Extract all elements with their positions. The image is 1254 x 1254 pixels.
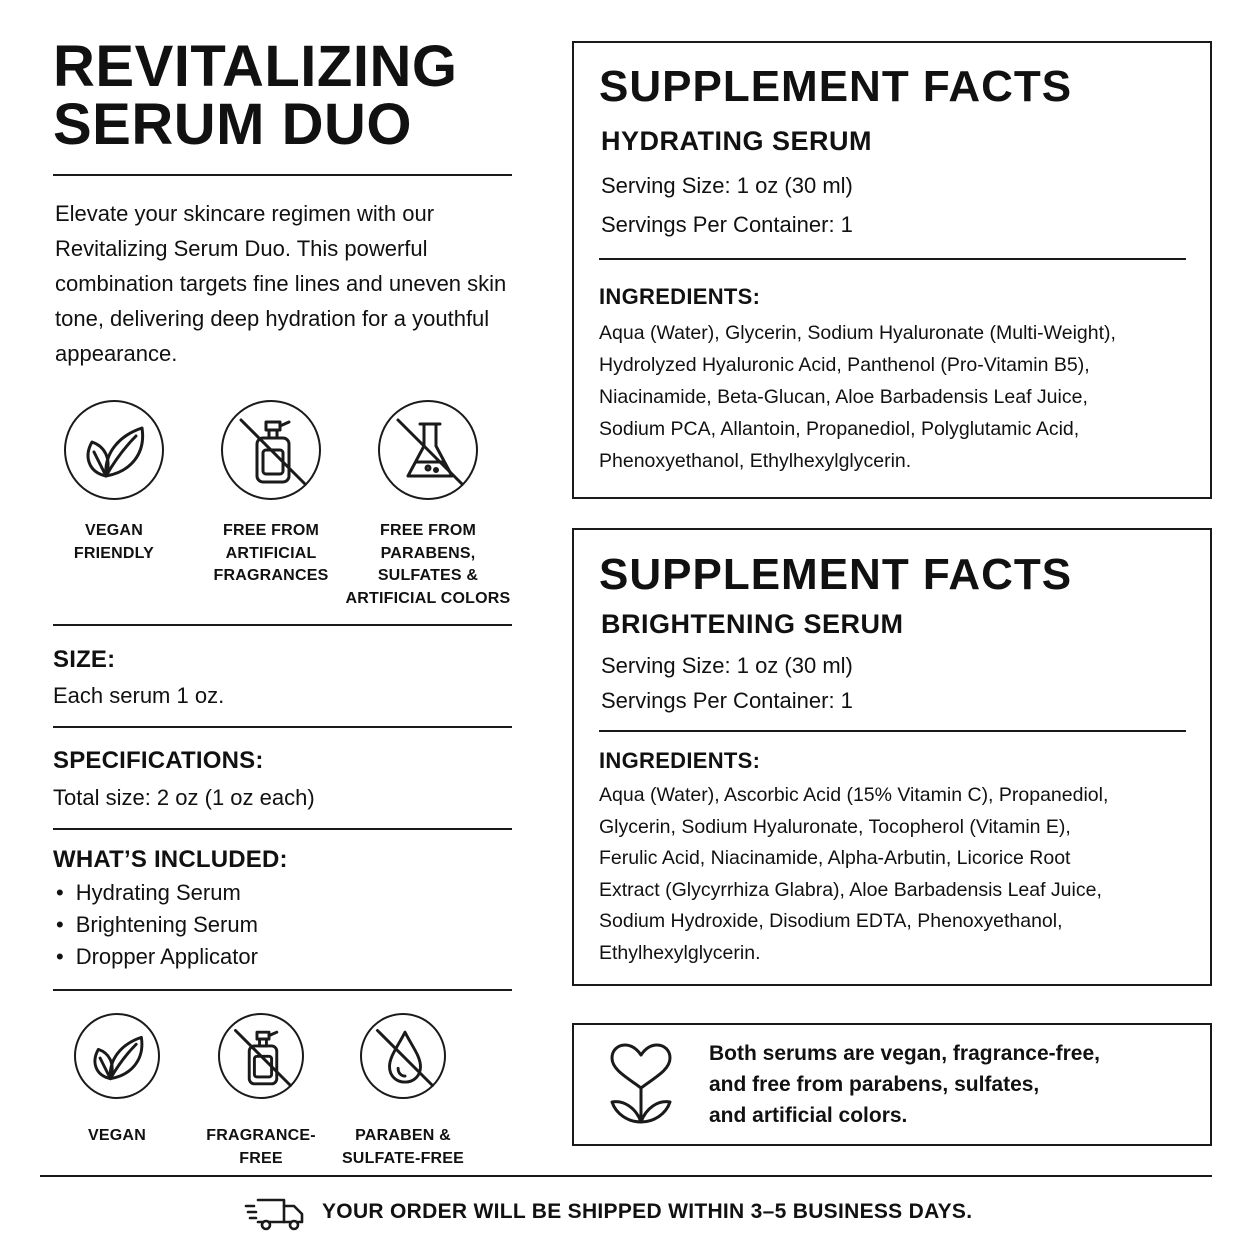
ingredients-heading: INGREDIENTS: — [599, 748, 761, 773]
badge-label: PARABEN & SULFATE-FREE — [341, 1127, 465, 1167]
ingredient-line: Aqua (Water), Glycerin, Sodium Hyaluronate (Multi-Weight), — [599, 322, 1116, 344]
divider — [53, 828, 512, 830]
no-fragrance-icon — [221, 400, 321, 500]
included-heading: WHAT’S INCLUDED: — [53, 846, 288, 873]
included-list — [56, 877, 258, 973]
ingredient-line: Ethylhexylglycerin. — [599, 941, 761, 964]
ingredient-line: Hydrolyzed Hyaluronic Acid, Panthenol (Pro-Vitamin B5), — [599, 354, 1090, 376]
servings-per-container: Servings Per Container: 1 — [601, 688, 853, 713]
serving-size: Serving Size: 1 oz (30 ml) — [601, 653, 853, 678]
note-line: and free from parabens, sulfates, — [709, 1073, 1040, 1096]
no-fragrance-icon — [218, 1013, 304, 1099]
divider — [53, 624, 512, 626]
divider — [599, 730, 1186, 732]
badge-no-parabens — [343, 400, 513, 610]
list-item: • Dropper Applicator — [56, 941, 258, 973]
divider — [599, 258, 1186, 260]
title-line-2: SERUM DUO — [53, 92, 412, 157]
size-text: Each serum 1 oz. — [53, 683, 225, 708]
ingredients-list — [599, 780, 1108, 969]
facts-product-name: HYDRATING SERUM — [601, 126, 873, 156]
leaf-icon — [74, 1013, 160, 1099]
ingredient-line: Phenoxyethanol, Ethylhexylglycerin. — [599, 450, 912, 472]
heart-plant-icon — [606, 1042, 676, 1126]
ingredient-line: Glycerin, Sodium Hyaluronate, Tocopherol (Vitamin E), — [599, 815, 1071, 838]
badge-vegan-friendly — [29, 400, 199, 565]
serving-size: Serving Size: 1 oz (30 ml) — [601, 173, 853, 198]
product-description: Elevate your skincare regimen with our Revitalizing Serum Duo. This powerful combination targets fine lines and uneven skin tone, delivering deep hydration for a youthful appearance. — [55, 201, 507, 366]
badge-label: FRAGRANCE- FREE — [206, 1127, 316, 1167]
facts-title: SUPPLEMENT FACTS — [599, 62, 1073, 111]
ingredient-line: Sodium Hydroxide, Disodium EDTA, Phenoxyethanol, — [599, 910, 1063, 932]
note-text — [709, 1038, 1179, 1131]
title-line-1: REVITALIZING — [53, 34, 458, 99]
footer-divider — [40, 1175, 1212, 1177]
ingredient-line: Niacinamide, Beta-Glucan, Aloe Barbadensis Leaf Juice, — [599, 386, 1088, 408]
facts-title: SUPPLEMENT FACTS — [599, 550, 1073, 599]
ingredient-line: Extract (Glycyrrhiza Glabra), Aloe Barbadensis Leaf Juice, — [599, 878, 1102, 901]
no-chemical-flask-icon — [378, 400, 478, 500]
badge-paraben-sulfate-free — [318, 1013, 488, 1170]
list-item: • Hydrating Serum — [56, 877, 258, 909]
ingredient-line: Aqua (Water), Ascorbic Acid (15% Vitamin C), Propanediol, — [599, 784, 1109, 806]
list-item: • Brightening Serum — [56, 909, 258, 941]
leaf-icon — [64, 400, 164, 500]
size-heading: SIZE: — [53, 646, 116, 673]
servings-per-container: Servings Per Container: 1 — [601, 212, 853, 237]
note-line: and artificial colors. — [709, 1104, 908, 1127]
ingredients-list — [599, 317, 1116, 477]
divider — [53, 174, 512, 176]
ingredient-line: Sodium PCA, Allantoin, Propanediol, Polyglutamic Acid, — [599, 418, 1080, 440]
badge-label: VEGAN FRIENDLY — [73, 522, 155, 562]
product-title — [53, 34, 523, 157]
divider — [53, 989, 512, 991]
ingredient-line: Ferulic Acid, Niacinamide, Alpha-Arbutin, Licorice Root — [599, 847, 1071, 869]
note-line: Both serums are vegan, fragrance-free, — [709, 1042, 1100, 1065]
badge-no-fragrance — [186, 400, 356, 588]
specifications-heading: SPECIFICATIONS: — [53, 747, 264, 774]
ingredients-heading: INGREDIENTS: — [599, 284, 761, 309]
specifications-text: Total size: 2 oz (1 oz each) — [53, 785, 315, 810]
badge-label: FREE FROM PARABENS, SULFATES & ARTIFICIAL COLORS — [345, 522, 511, 607]
divider — [53, 726, 512, 728]
delivery-truck-icon — [244, 1196, 306, 1232]
shipping-notice: YOUR ORDER WILL BE SHIPPED WITHIN 3–5 BUSINESS DAYS. — [322, 1200, 973, 1223]
badge-label: VEGAN — [88, 1127, 146, 1144]
no-drop-icon — [360, 1013, 446, 1099]
badge-label: FREE FROM ARTIFICIAL FRAGRANCES — [213, 522, 329, 584]
facts-product-name: BRIGHTENING SERUM — [601, 609, 904, 639]
